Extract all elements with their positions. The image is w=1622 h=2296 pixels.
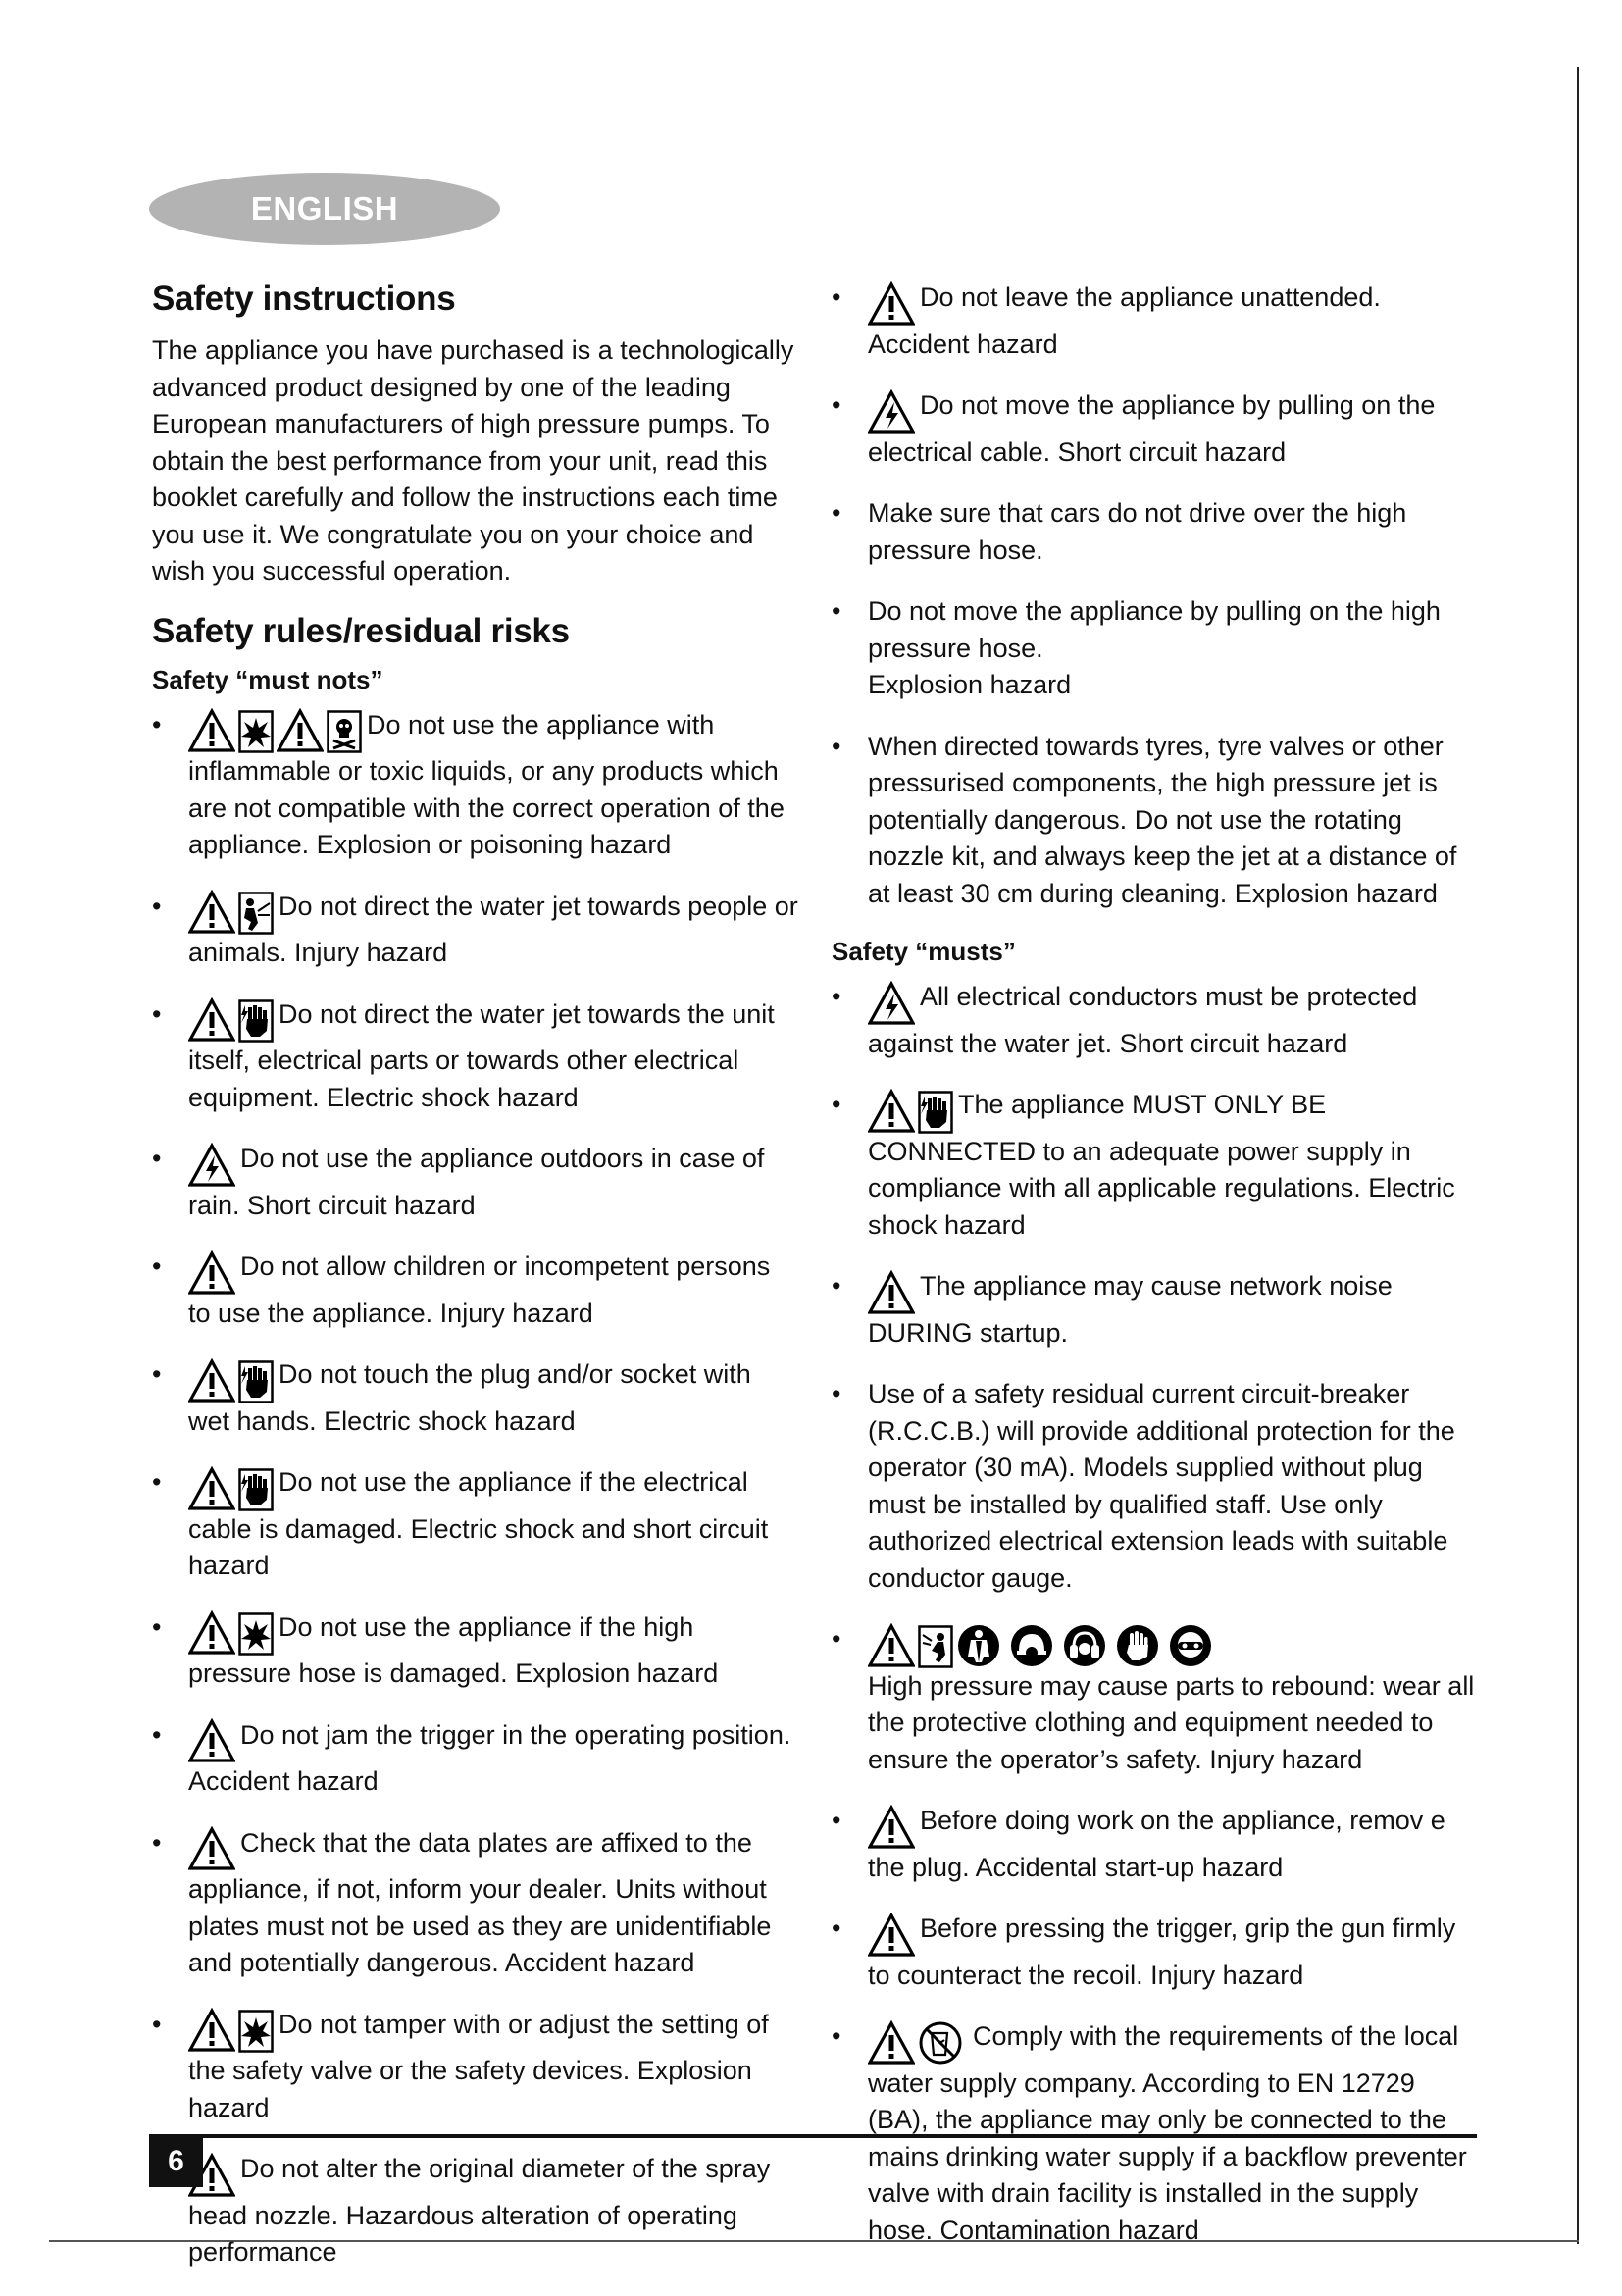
musts-list <box>832 979 1479 2249</box>
language-badge: ENGLISH <box>149 173 500 245</box>
safety-item-text: Do not use the appliance outdoors in case of rain. Short circuit hazard <box>188 1144 765 1220</box>
safety-item-text: Make sure that cars do not drive over the high pressure hose. <box>868 498 1407 565</box>
safety-item <box>152 996 799 1117</box>
safety-item <box>152 1464 799 1585</box>
warning-triangle-icon <box>868 1089 915 1134</box>
gloves-icon <box>1115 1623 1160 1668</box>
safety-item-text: The appliance may cause network noise DURING startup. <box>868 1271 1393 1348</box>
safety-item <box>152 1609 799 1693</box>
safety-item <box>152 707 799 864</box>
safety-item-text: Do not move the appliance by pulling on the high pressure hose. <box>868 596 1441 663</box>
rebound-icon <box>918 1625 953 1668</box>
safety-item-text: Before doing work on the appliance, remov e the plug. Accidental start-up hazard <box>868 1806 1445 1882</box>
ear-protection-icon <box>1062 1623 1107 1668</box>
safety-item <box>152 1249 799 1332</box>
hazard-icons <box>868 1089 956 1134</box>
warning-triangle-icon <box>868 2020 915 2066</box>
warning-triangle-icon <box>188 890 235 935</box>
hazard-icons <box>868 1913 918 1958</box>
warning-triangle-icon <box>868 1623 915 1668</box>
safety-item-text: Do not move the appliance by pulling on the electrical cable. Short circuit hazard <box>868 390 1436 467</box>
safety-item <box>832 593 1479 704</box>
safety-item <box>832 1621 1479 1778</box>
safety-item-text: Do not use the appliance with inflammable or toxic liquids, or any products which are not compatible with the correct operation of the appliance. Explosion or poisoning hazard <box>188 709 785 859</box>
electric-warning-triangle-icon <box>868 389 915 434</box>
warning-triangle-icon <box>188 1358 235 1403</box>
hazard-icons <box>868 1623 1221 1668</box>
warning-triangle-icon <box>188 1610 235 1656</box>
electric-hand-icon <box>238 1468 274 1511</box>
safety-item-text: Do not direct the water jet towards people or animals. Injury hazard <box>188 891 798 967</box>
hazard-icons <box>188 1610 277 1656</box>
page-number: 6 <box>149 2136 203 2187</box>
safety-item <box>832 1376 1479 1597</box>
goggles-icon <box>1168 1623 1213 1668</box>
helmet-icon <box>1009 1623 1054 1668</box>
safety-item-text: Use of a safety residual current circuit-breaker (R.C.C.B.) will provide additional protection for the operator (30 mA). Models supplied without plug must be installed by qualified staff. Use only authorized electrical extension leads with suitable conductor gauge. <box>868 1379 1455 1593</box>
hazard-icons <box>868 981 918 1026</box>
warning-triangle-icon <box>188 1826 235 1871</box>
intro-paragraph: The appliance you have purchased is a technologically advanced product designed by one of the leading European manufacturers of high pressure pumps. To obtain the best performance from your unit, read this booklet carefully and follow the instructions each time you use it. We congratulate you on your choice and wish you successful operation. <box>152 335 794 586</box>
toxic-skull-icon <box>327 710 362 753</box>
hazard-icons <box>188 2008 277 2053</box>
safety-item <box>152 1717 799 1801</box>
electric-hand-icon <box>918 1091 953 1134</box>
safety-item <box>832 387 1479 471</box>
safety-item <box>152 1825 799 1982</box>
hazard-icons <box>868 2020 971 2066</box>
safety-item-text: When directed towards tyres, tyre valves or other pressurised components, the high pressure jet is potentially dangerous. Do not use the rotating nozzle kit, and always keep the jet at a distance of at least 30 cm during cleaning. Explosion hazard <box>868 731 1457 908</box>
safety-item-text: All electrical conductors must be protected against the water jet. Short circuit hazard <box>868 982 1418 1058</box>
safety-item <box>832 1087 1479 1244</box>
safety-item <box>832 729 1479 913</box>
warning-triangle-icon <box>868 1913 915 1958</box>
hazard-icons <box>188 890 277 935</box>
electric-hand-icon <box>238 1360 274 1403</box>
warning-triangle-icon <box>868 1270 915 1315</box>
protective-clothing-icon <box>956 1623 1001 1668</box>
warning-triangle-icon <box>868 281 915 327</box>
hazard-icons <box>188 1718 238 1763</box>
safety-item-text: Do not tamper with or adjust the setting of the safety valve or the safety devices. Explosion hazard <box>188 2009 769 2122</box>
safety-item <box>832 495 1479 569</box>
warning-triangle-icon <box>188 708 235 753</box>
must-nots-list <box>152 707 799 2271</box>
safety-item-text: Comply with the requirements of the local water supply company. According to EN 12729 (BA), the appliance may only be connected to the mains drinking water supply if a backflow preventer valve with drain facility is installed in the supply hose. Contamination hazard <box>868 2021 1467 2245</box>
safety-item-text: Do not jam the trigger in the operating position. Accident hazard <box>188 1719 791 1796</box>
musts-title: Safety “musts” <box>832 937 1016 966</box>
hazard-icons <box>868 281 918 327</box>
hazard-icons <box>188 1250 238 1296</box>
safety-item-text: The appliance MUST ONLY BE CONNECTED to an adequate power supply in compliance with all applicable regulations. Electric shock hazard <box>868 1090 1455 1240</box>
safety-item-text: Do not touch the plug and/or socket with wet hands. Electric shock hazard <box>188 1359 751 1436</box>
page-border-right <box>1577 67 1579 2244</box>
safety-item-text: Do not use the appliance if the high pressure hose is damaged. Explosion hazard <box>188 1611 719 1688</box>
explosion-icon <box>238 1612 274 1656</box>
safety-item-text: Do not alter the original diameter of the spray head nozzle. Hazardous alteration of operating performance <box>188 2154 771 2267</box>
hazard-icons <box>868 389 918 434</box>
electric-hand-icon <box>238 999 274 1043</box>
warning-triangle-icon <box>188 1718 235 1763</box>
warning-triangle-icon <box>188 1466 235 1511</box>
warning-triangle-icon <box>277 708 324 753</box>
safety-item-text: Do not leave the appliance unattended. Accident hazard <box>868 282 1381 359</box>
hazard-icons <box>868 1805 918 1850</box>
hazard-icons <box>188 1358 277 1403</box>
safety-item-text: Check that the data plates are affixed to the appliance, if not, inform your dealer. Units without plates must not be used as they are unidentifiable and potentially dangerous. Accident hazard <box>188 1827 772 1977</box>
safety-item-text: Do not use the appliance if the electrical cable is damaged. Electric shock and short circuit hazard <box>188 1467 769 1580</box>
safety-item <box>832 1803 1479 1886</box>
safety-item-hazard: Explosion hazard <box>868 670 1072 699</box>
left-column <box>152 280 799 2296</box>
safety-item <box>832 280 1479 363</box>
hazard-icons <box>188 1826 238 1871</box>
hazard-icons <box>868 1270 918 1315</box>
warning-triangle-icon <box>188 997 235 1043</box>
safety-item-text: Do not direct the water jet towards the unit itself, electrical parts or towards other electrical equipment. Electric shock hazard <box>188 998 775 1112</box>
warning-triangle-icon <box>868 1805 915 1850</box>
hazard-icons <box>188 708 365 753</box>
explosion-icon <box>238 2010 274 2053</box>
water-jet-person-icon <box>238 892 274 935</box>
safety-item <box>832 1268 1479 1352</box>
safety-item <box>152 889 799 972</box>
safety-item <box>152 2007 799 2127</box>
must-nots-list-continued <box>832 280 1479 912</box>
safety-item <box>152 1141 799 1224</box>
safety-item <box>152 2151 799 2271</box>
explosion-icon <box>238 710 274 753</box>
safety-item <box>152 1356 799 1440</box>
must-nots-title: Safety “must nots” <box>152 664 383 694</box>
safety-item <box>832 979 1479 1062</box>
safety-instructions-title: Safety instructions <box>152 280 456 318</box>
warning-triangle-icon <box>188 2008 235 2053</box>
electric-warning-triangle-icon <box>868 981 915 1026</box>
safety-item-text: High pressure may cause parts to rebound: wear all the protective clothing and equipment needed to ensure the operator’s safety. Injury hazard <box>868 1670 1475 1774</box>
safety-item <box>832 1911 1479 1994</box>
electric-warning-triangle-icon <box>188 1143 235 1188</box>
hazard-icons <box>188 1143 238 1188</box>
right-column <box>832 280 1479 2273</box>
safety-item-text: Do not allow children or incompetent persons to use the appliance. Injury hazard <box>188 1251 771 1328</box>
footer-rule <box>149 2134 1477 2138</box>
no-drinking-water-icon <box>918 2020 963 2066</box>
safety-item-text: Before pressing the trigger, grip the gun firmly to counteract the recoil. Injury hazard <box>868 1913 1456 1990</box>
safety-rules-title: Safety rules/residual risks <box>152 611 570 650</box>
hazard-icons <box>188 997 277 1043</box>
hazard-icons <box>188 1466 277 1511</box>
warning-triangle-icon <box>188 1250 235 1296</box>
